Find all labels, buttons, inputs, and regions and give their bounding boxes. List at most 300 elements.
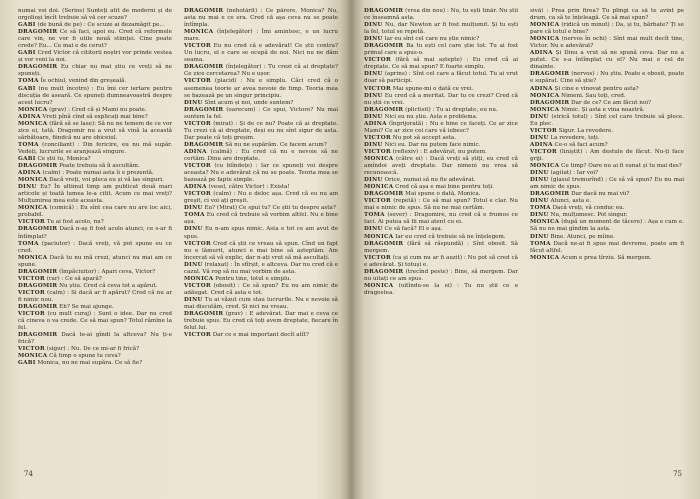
dialogue-text: (obosit) : Ce să spun? Eu nu am nimic de adăugat. Cred că asta e tot. <box>184 282 338 296</box>
speaker-name: DRAGOMIR <box>530 99 570 106</box>
dialogue-text: Monica, nu ne mai supăra. Ce să fie? <box>37 360 143 367</box>
dialogue-text: (oarecum) : Ce spui, Victore? Nu mai suntem la fel. <box>184 106 338 120</box>
speaker-name: DINU <box>184 261 203 268</box>
speaker-name: DRAGOMIR <box>18 332 58 339</box>
speaker-name: MONICA <box>530 36 560 43</box>
speaker-name: MONICA <box>530 254 560 261</box>
dialogue-line <box>18 269 172 276</box>
dialogue-text: (sever) : Dragomire, nu cred că e frumos ce faci. Ai putea să fii mai atent cu ei. <box>364 212 518 226</box>
dialogue-line <box>364 114 518 121</box>
dialogue-text: Ce-o să faci acum? <box>554 141 608 148</box>
speaker-name: VICTOR <box>18 289 45 296</box>
dialogue-line <box>364 43 518 57</box>
dialogue-text: Dacă te-ai gîndi la altceva? Nu ți-e frică? <box>18 332 172 346</box>
right-column-2 <box>530 8 684 463</box>
dialogue-text: (relaxat) : În sfîrșit, e altceva. Dar nu cred că e cazul. Vă rog să nu mai vorbim de asta. <box>184 261 338 275</box>
dialogue-line <box>364 142 518 149</box>
dialogue-text: Ba tu ești cel care știe tot. Tu ai fost primul care a spus-o. <box>364 43 518 57</box>
speaker-name: MONICA <box>530 22 560 29</box>
speaker-name: DRAGOMIR <box>530 191 570 198</box>
speaker-name: TOMA <box>530 205 551 212</box>
dialogue-text: (plictisit) : Tu ai dreptate, eu nu. <box>405 106 498 113</box>
dialogue-line <box>364 149 518 156</box>
speaker-name: DINU <box>364 226 383 233</box>
speaker-name: MONICA <box>364 282 394 289</box>
speaker-name: DRAGOMIR <box>364 240 404 247</box>
dialogue-text: numai voi doi. (Serios) Sunteți atît de moderni și de orgolioși încît trebuie să vă cer scuze? <box>18 8 172 22</box>
speaker-name: ADINA <box>530 141 553 148</box>
speaker-name: VICTOR <box>184 120 211 127</box>
dialogue-line <box>18 283 172 290</box>
dialogue-text: Acum e prea tîrziu. Să mergem. <box>561 254 652 261</box>
dialogue-line <box>530 219 684 233</box>
dialogue-line <box>184 29 338 43</box>
dialogue-line <box>364 121 518 135</box>
dialogue-text: Să nu ne supărăm. Ce facem acum? <box>225 141 327 148</box>
speaker-name: MONICA <box>364 184 394 191</box>
dialogue-line <box>18 142 172 156</box>
dialogue-line <box>18 184 172 205</box>
dialogue-text: (nervos) : Nu știu. Poate e obosit, poate e supărat. Cine să știe? <box>530 71 684 85</box>
dialogue-text: Nimeni. Sau toți, cred. <box>561 92 626 99</box>
dialogue-line <box>530 114 684 128</box>
speaker-name: DRAGOMIR <box>184 311 224 318</box>
dialogue-text: (aprins) : Sînt cel care a făcut totul. Tu ai vrut doar să participi. <box>364 71 518 85</box>
dialogue-text: (cu mult curaj) : Sunt o idee. Dar nu cred că cineva o va crede. Ce să mai spun? Totul rămîne la fel. <box>18 311 172 332</box>
speaker-name: DRAGOMIR <box>18 303 58 310</box>
dialogue-text: sivă) : Prea prin firea? Tu plîngi ca să te avînt pe drum, ca să te înțeleagă. Ce să mai spun? <box>530 8 684 22</box>
dialogue-text: (grav) : E adevărat. Dar mai e ceva ce trebuie spus. Eu cred că toți avem dreptate, fiecare în felul lui. <box>184 311 338 332</box>
speaker-name: DINU <box>184 226 203 233</box>
dialogue-text: (fără să se lase): Să nu ne temem de ce vor zice ei, tată. Dragomir nu a vrut să vină la această sărbătoare, fiindcă nu are obiceiul. <box>18 120 172 141</box>
dialogue-line <box>184 43 338 64</box>
dialogue-line <box>530 50 684 71</box>
dialogue-text: Mai spune-mi o dată ce vrei. <box>392 85 474 92</box>
speaker-name: GABI <box>18 22 36 29</box>
dialogue-line <box>184 142 338 149</box>
speaker-name: DINU <box>364 22 383 29</box>
dialogue-line <box>364 36 518 43</box>
dialogue-text: (rar) : Ce să apară? <box>46 275 102 282</box>
speaker-name: ADINA <box>530 50 553 57</box>
dialogue-text: (nehotărît) : Ce părere, Monica? Nu, asta nu mai e ce era. Cred că așa ceva nu se poate întîmpla. <box>184 8 338 29</box>
dialogue-text: Nici eu nu știu. Asta e problema. <box>384 113 478 120</box>
dialogue-text: (cu blîndețe) : Iar ce spuneți voi despre aceasta? Nu e adevărat că nu se poate. Teoria mea se bazează pe fapte simple. <box>184 163 338 184</box>
speaker-name: MONICA <box>530 92 560 99</box>
speaker-name: DRAGOMIR <box>18 64 58 71</box>
dialogue-line <box>364 86 518 93</box>
dialogue-line <box>184 297 338 311</box>
speaker-name: MONICA <box>18 106 48 113</box>
dialogue-line <box>530 234 684 241</box>
dialogue-text: Și Dinu a vrut să ne spună ceva. Dar nu a putut. Ce s-a întîmplat cu el? Nu mai e cel de dinainte. <box>530 50 684 71</box>
left-column-1 <box>18 8 172 463</box>
right-page <box>364 8 686 478</box>
right-column-1 <box>364 8 518 463</box>
dialogue-text: (liniștit) : Am destule de făcut. Nu-ți face griji. <box>530 148 684 162</box>
speaker-name: MONICA <box>18 120 48 127</box>
speaker-name: DRAGOMIR <box>184 106 224 113</box>
dialogue-line <box>18 8 172 22</box>
speaker-name: MONICA <box>184 275 214 282</box>
dialogue-text: (strică totul) : Sînt cel care trebuie să plece. Eu plec. <box>530 113 684 127</box>
speaker-name: DINU <box>364 36 383 43</box>
speaker-name: MONICA <box>530 163 560 170</box>
dialogue-line <box>364 135 518 142</box>
dialogue-text: (fără să mai aștepte) : Eu cred că ai dreptate. Ce să mai spun? E foarte simplu. <box>364 57 518 71</box>
dialogue-line <box>184 121 338 142</box>
speaker-name: DINU <box>364 71 383 78</box>
dialogue-text: Eu? (Mirat) Ce spui tu? Ce știi tu despre asta? <box>204 205 336 212</box>
dialogue-text: Mai spune o dată, Monica. <box>405 191 481 198</box>
dialogue-text: (ca și cum nu ar fi auzit) : Nu pot să cred că e adevărat. Și totuși e. <box>364 254 518 268</box>
dialogue-line <box>530 128 684 135</box>
dialogue-line <box>364 234 518 241</box>
dialogue-text: Dacă tu nu mă crezi, atunci nu mai am ce spune. <box>18 254 172 268</box>
dialogue-text: Eu n-am spus nimic. Asta e tot ce am avut de spus. <box>184 226 338 240</box>
dialogue-line <box>530 241 684 255</box>
speaker-name: DRAGOMIR <box>18 226 58 233</box>
dialogue-text: (îngrijorată) : Nu e bine ce faceți. Ce ar zice Mami? Ce ar zice cei care vă iubesc? <box>364 120 518 134</box>
dialogue-text: (înțelegător) : Tu crezi că ai dreptate? Ce zice cercetarea? Nu e ușor. <box>184 64 338 78</box>
dialogue-text: (calm) : Poate numai asta îi e prezentă. <box>42 170 154 177</box>
speaker-name: DRAGOMIR <box>18 268 58 275</box>
speaker-name: ADINA <box>184 148 207 155</box>
speaker-name: DINU <box>184 205 203 212</box>
dialogue-text: (repetă) : Ce să mai spun? Totul e clar. Nu mai e nimic de spus. Să nu ne mai certăm. <box>364 198 518 212</box>
dialogue-text: (către ei) : Dacă vreți să știți, eu cred că amîndoi aveți dreptate. Dar nimeni nu vrea să recunoască. <box>364 155 518 177</box>
dialogue-line <box>184 283 338 297</box>
dialogue-text: (glasul tremurînd) : Ce să vă spun? Eu nu mai am nimic de spus. <box>530 177 684 191</box>
speaker-name: ADINA <box>18 170 41 177</box>
dialogue-text: Vreți pînă cînd să explicați mai bine? <box>42 113 148 120</box>
dialogue-line <box>18 276 172 283</box>
speaker-name: GABI <box>18 50 36 57</box>
dialogue-text: (fără să răspundă) : Sînt obosit. Să mergem. <box>364 240 518 254</box>
speaker-name: DRAGOMIR <box>364 8 404 14</box>
speaker-name: MONICA <box>364 233 394 240</box>
dialogue-text: (grav) : Cred că și Mami nu poate. <box>49 106 147 113</box>
dialogue-text: Cred că știi ce vreau să spun. Cînd un fapt nu e lămurit, atunci e mai bine să așteptăm. Am încercat să vă explic, dar n-ați vrut să mă ascultați. <box>184 240 338 261</box>
dialogue-line <box>184 276 338 283</box>
dialogue-line <box>364 255 518 269</box>
dialogue-line <box>18 107 172 114</box>
dialogue-text: Dar dacă nu mai vii? <box>571 191 630 198</box>
dialogue-line <box>184 212 338 226</box>
dialogue-line <box>18 360 172 367</box>
dialogue-text: Orice, numai să nu fie adevărat. <box>384 177 476 184</box>
dialogue-text: Îe ochiul, venind din greșeală. <box>40 78 127 85</box>
speaker-name: VICTOR <box>364 85 391 92</box>
dialogue-line <box>184 262 338 276</box>
dialogue-line <box>18 205 172 219</box>
dialogue-text: Dacă vreți, voi pleca eu și vă las singuri. <box>49 177 164 184</box>
dialogue-text: Eu chiar nu mai știu ce vreți să ne spuneți. <box>18 64 172 78</box>
dialogue-line <box>184 64 338 78</box>
dialogue-line <box>18 290 172 304</box>
dialogue-line <box>530 107 684 114</box>
speaker-name: DRAGOMIR <box>18 29 58 36</box>
speaker-name: MONICA <box>184 29 214 36</box>
speaker-name: MONICA <box>530 219 560 226</box>
dialogue-line <box>18 255 172 269</box>
dialogue-text: (nu mult încotro) : Eu îmi cer iertare pentru discuția de aseară. Ce spuneți dumneavoastră despre acest lucru? <box>18 85 172 106</box>
dialogue-line <box>530 149 684 163</box>
speaker-name: DINU <box>530 198 549 205</box>
dialogue-line <box>530 135 684 142</box>
dialogue-text: Nu, mulțumesc. Pot singur. <box>550 212 628 219</box>
speaker-name: DRAGOMIR <box>530 71 570 78</box>
dialogue-text: Nimic. Și asta e vina noastră. <box>561 106 645 113</box>
speaker-name: TOMA <box>18 141 39 148</box>
dialogue-text: Eu? În ultimul timp am publicat două mari articole și toată lumea le-a citit. Acum ce mai vreți? Mulțumirea mea este aceasta. <box>18 184 172 205</box>
speaker-name: VICTOR <box>364 134 391 141</box>
dialogue-line <box>530 177 684 191</box>
dialogue-text: Poate trebuia să îi ascultăm. <box>59 163 140 170</box>
dialogue-line <box>364 226 518 233</box>
speaker-name: VICTOR <box>530 127 557 134</box>
dialogue-line <box>530 22 684 36</box>
dialogue-line <box>530 100 684 107</box>
dialogue-text: (reflexiv) : E adevărat, nu putem. <box>392 148 487 155</box>
speaker-name: VICTOR <box>530 148 557 155</box>
dialogue-line <box>184 149 338 163</box>
speaker-name: DINU <box>364 92 383 99</box>
speaker-name: DRAGOMIR <box>18 282 58 289</box>
speaker-name: DINU <box>18 184 37 191</box>
dialogue-text: Nici eu. Dar nu putem face nimic. <box>384 141 481 148</box>
dialogue-text: Cred Victor că cititorii noștri vor prinde vestea și vor veni la noi. <box>18 50 172 64</box>
speaker-name: MONICA <box>530 106 560 113</box>
speaker-name: MONICA <box>18 177 48 184</box>
dialogue-text: Nu pot să accept asta. <box>392 134 457 141</box>
dialogue-text: (trecînd peste) : Bine, să mergem. Dar nu uitați ce am spus. <box>364 268 518 282</box>
speaker-name: VICTOR <box>364 148 391 155</box>
dialogue-text: Nu, dar Newton ar fi fost mulțumit. Și tu ești la fel, totul se repetă. <box>364 22 518 36</box>
speaker-name: MONICA <box>18 254 48 261</box>
speaker-name: VICTOR <box>184 163 211 170</box>
dialogue-line <box>364 107 518 114</box>
dialogue-line <box>184 78 338 99</box>
dialogue-line <box>530 93 684 100</box>
speaker-name: DINU <box>184 99 203 106</box>
dialogue-text: (vrea din nou) : Nu, tu ești tînăr. Nu știi ce înseamnă asta. <box>364 8 518 22</box>
speaker-name: DRAGOMIR <box>364 43 404 50</box>
speaker-name: DRAGOMIR <box>364 106 404 113</box>
speaker-name: DRAGOMIR <box>184 141 224 148</box>
dialogue-text: (comică) : Eu sînt cea care nu are loc aici, probabil. <box>18 205 172 219</box>
speaker-name: VICTOR <box>18 346 45 353</box>
left-column-2 <box>184 8 338 463</box>
dialogue-text: Iar eu cred că trebuie să ne înțelegem. <box>395 233 506 240</box>
dialogue-line <box>18 86 172 107</box>
speaker-name: MONICA <box>18 205 48 212</box>
dialogue-text: Ce știi tu, Monica? <box>37 155 91 162</box>
dialogue-text: Dacă n-aș fi fost acolo atunci, ce s-ar fi întîmplat? <box>18 226 172 240</box>
dialogue-line <box>364 57 518 71</box>
dialogue-text: (uitîndu-se la ei) : Tu nu știi ce e dragostea. <box>364 282 518 296</box>
dialogue-text: (vesel, către Victor) : Exista! <box>208 184 290 191</box>
dialogue-text: (înțelegător) : Îmi amintesc, e un lucru mare. <box>184 29 338 43</box>
dialogue-line <box>18 78 172 85</box>
dialogue-line <box>364 8 518 22</box>
dialogue-line <box>18 64 172 78</box>
speaker-name: TOMA <box>18 240 39 247</box>
dialogue-line <box>18 29 172 50</box>
speaker-name: MONICA <box>18 353 48 360</box>
speaker-name: VICTOR <box>184 191 211 198</box>
dialogue-text: (împăciuitor) : Apari ceva, Victor? <box>59 268 156 275</box>
speaker-name: DINU <box>364 177 383 184</box>
dialogue-line <box>530 191 684 198</box>
dialogue-line <box>364 269 518 283</box>
dialogue-line <box>530 142 684 149</box>
speaker-name: ADINA <box>18 113 41 120</box>
speaker-name: VICTOR <box>18 219 45 226</box>
dialogue-text: Nu știu. Cred că ceva tot a apărut. <box>59 282 158 289</box>
dialogue-text: Și cine e vinovat pentru asta? <box>554 85 639 92</box>
dialogue-text: Cred că așa e mai bine pentru toți. <box>395 184 494 191</box>
dialogue-text: Sigur. La revedere. <box>558 127 614 134</box>
dialogue-line <box>18 226 172 240</box>
speaker-name: DINU <box>530 170 549 177</box>
dialogue-line <box>184 311 338 332</box>
speaker-name: VICTOR <box>18 275 45 282</box>
dialogue-text: Dacă ne-ai fi spus mai devreme, poate am fi făcut altfel. <box>530 240 684 254</box>
dialogue-text: Eu cred că a meritat. Dar tu ce crezi? Cred că nu știi ce vrei. <box>364 92 518 106</box>
dialogue-text: (calm) : Nu e deloc așa. Cred că eu nu am greșit, ci voi ați greșit. <box>184 191 338 205</box>
dialogue-line <box>364 22 518 36</box>
speaker-name: VICTOR <box>364 198 391 205</box>
dialogue-line <box>184 241 338 262</box>
speaker-name: GABI <box>18 360 36 367</box>
speaker-name: DRAGOMIR <box>364 191 404 198</box>
dialogue-text: (agitat) : Iar voi? <box>550 170 599 177</box>
dialogue-text: (sigur) : Nu. De ce mi-ar fi frică? <box>46 346 140 353</box>
speaker-name: VICTOR <box>364 254 391 261</box>
speaker-name: VICTOR <box>18 311 45 318</box>
dialogue-text: Tu ai fost acolo, nu? <box>46 219 104 226</box>
speaker-name: DINU <box>530 113 549 120</box>
speaker-name: ADINA <box>184 184 207 191</box>
dialogue-line <box>530 205 684 212</box>
speaker-name: VICTOR <box>364 57 391 64</box>
dialogue-text: Ce să facă? El e așa. <box>384 226 443 233</box>
dialogue-line <box>184 226 338 240</box>
dialogue-text: (conciliant) : Din fericire, eu nu mă supăr. Vedeți, lucrurile se aranjează singure. <box>18 141 172 155</box>
dialogue-text: Că timp o spune tu ceva? <box>49 353 121 360</box>
dialogue-line <box>184 191 338 205</box>
dialogue-text: (de bună de pe) : Ce scuze ai dezamăgit pe... <box>37 22 165 29</box>
dialogue-text: Ce să faci, apoi eu. Cred că reformele care vin, ne vor fi utile nouă stiinței. Cine poate crede? Eu... Ce mai e de cerut? <box>18 29 172 50</box>
speaker-name: DRAGOMIR <box>184 64 224 71</box>
speaker-name: VICTOR <box>184 78 211 85</box>
speaker-name: DRAGOMIR <box>184 8 224 14</box>
dialogue-text: (calm) : Si dacă ar fi apărut? Cred că nu ar fi nimic nou. <box>18 289 172 303</box>
page-number-right: 75 <box>673 470 682 478</box>
dialogue-text: Pentru tine, totul e simplu. <box>215 275 292 282</box>
speaker-name: VICTOR <box>184 240 211 247</box>
page-number-left: 74 <box>24 470 33 478</box>
dialogue-line <box>364 71 518 85</box>
dialogue-text: Dacă vreți, vă conduc eu. <box>552 205 625 212</box>
speaker-name: DINU <box>530 177 549 184</box>
dialogue-text: Iar eu sînt cel care nu știe nimic? <box>384 36 480 43</box>
speaker-name: VICTOR <box>184 43 211 50</box>
dialogue-text: Dar de ce? Ce am făcut noi? <box>571 99 652 106</box>
speaker-name: DINU <box>364 113 383 120</box>
speaker-name: DRAGOMIR <box>364 268 404 275</box>
dialogue-line <box>18 156 172 163</box>
dialogue-text: Dar ce e mai important decît atît? <box>212 332 309 339</box>
speaker-name: TOMA <box>18 78 39 85</box>
dialogue-line <box>364 198 518 212</box>
speaker-name: TOMA <box>530 240 551 247</box>
dialogue-text: (calmă) : Eu cred că nu e nevoie să ne certăm. Dinu are dreptate. <box>184 148 338 162</box>
dialogue-line <box>184 107 338 121</box>
dialogue-line <box>18 114 172 121</box>
speaker-name: DINU <box>184 296 203 303</box>
speaker-name: GABI <box>18 155 36 162</box>
dialogue-line <box>18 241 172 255</box>
speaker-name: ADINA <box>530 85 553 92</box>
dialogue-line <box>530 71 684 85</box>
dialogue-line <box>364 283 518 297</box>
dialogue-line <box>184 100 338 107</box>
speaker-name: TOMA <box>364 212 385 219</box>
dialogue-line <box>18 311 172 332</box>
speaker-name: DINU <box>364 141 383 148</box>
dialogue-text: La revedere, toți. <box>550 134 600 141</box>
dialogue-text: Eh? Se mai ajunge. <box>59 303 114 310</box>
dialogue-text: Eu cred că trebuie să vorbim altfel. Nu e bine așa. <box>184 212 338 226</box>
dialogue-text: (ridică un minut) : Da, și tu, bărbate? Ți se pare că totul e bine? <box>530 22 684 36</box>
dialogue-line <box>18 50 172 64</box>
speaker-name: GABI <box>18 85 36 92</box>
dialogue-text: (mirat) : Și de ce nu? Poate că ai dreptate. Tu crezi că ai dreptate, deși eu nu sînt sigur de asta. Dar poate că toți greșim. <box>184 120 338 141</box>
dialogue-line <box>530 8 684 22</box>
left-page <box>18 8 340 478</box>
dialogue-line <box>364 241 518 255</box>
dialogue-text: Eu nu cred că e adevărat! Ce știi contra? Un lucru, el e care se ocupă de noi. Nici nu ne dăm seama. <box>184 43 338 64</box>
dialogue-line <box>530 255 684 262</box>
speaker-name: DRAGOMIR <box>18 163 58 170</box>
speaker-name: TOMA <box>184 212 205 219</box>
dialogue-text: Atunci, asta e. <box>550 198 591 205</box>
speaker-name: DINU <box>530 212 549 219</box>
speaker-name: DINU <box>530 233 549 240</box>
dialogue-line <box>364 212 518 226</box>
dialogue-text: (placid) : Nu e simplu. Căci cred că o asemenea teorie ar avea nevoie de timp. Teoria mea se bazează pe un singur principiu. <box>184 78 338 99</box>
dialogue-line <box>184 163 338 184</box>
speaker-name: DINU <box>530 134 549 141</box>
dialogue-text: (după un moment de tăcere) : Așa e cum e. Să nu ne mai gîndim la asta. <box>530 219 684 233</box>
dialogue-line <box>18 304 172 311</box>
dialogue-text: Bine. Atunci, pe mîine. <box>550 233 615 240</box>
dialogue-text: Sînt acum și noi, unde suntem? <box>204 99 294 106</box>
dialogue-line <box>18 332 172 346</box>
dialogue-line <box>18 121 172 142</box>
dialogue-line <box>184 332 338 339</box>
speaker-name: VICTOR <box>184 282 211 289</box>
dialogue-line <box>530 86 684 93</box>
dialogue-line <box>530 36 684 50</box>
book-gutter <box>340 0 364 499</box>
dialogue-line <box>364 93 518 107</box>
dialogue-text: (paciutor) : Dacă vreți, vă pot spune eu ce cred. <box>18 240 172 254</box>
speaker-name: MONICA <box>364 155 394 162</box>
dialogue-text: Tu ai văzut cum stau lucrurile. Nu e nevoie să mai discutăm, cred. Și nici nu vreau. <box>184 296 338 310</box>
